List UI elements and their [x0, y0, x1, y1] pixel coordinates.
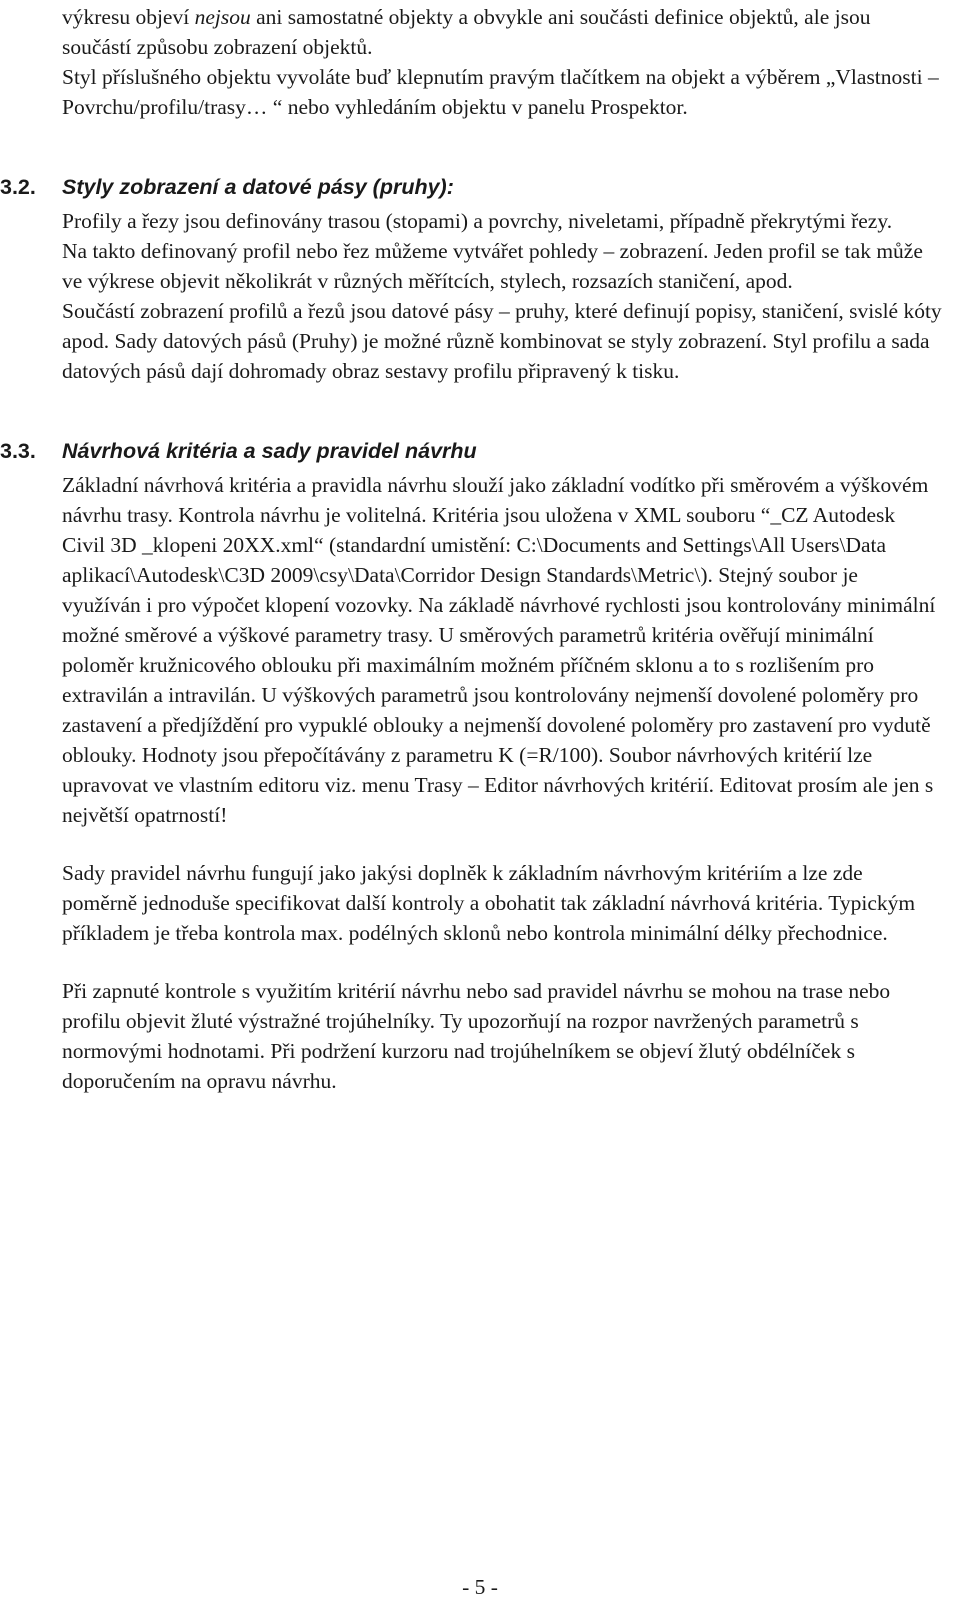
section-title: Styly zobrazení a datové pásy (pruhy):: [62, 175, 454, 199]
section-number: 3.2.: [0, 175, 36, 199]
section-3-2-paragraph-2: Na takto definovaný profil nebo řez můžeme vytvářet pohledy – zobrazení. Jeden profil se tak může ve výkrese objevit několikrát v různých měřítcích, stylech, rozsazích staničení, apod.: [62, 239, 923, 293]
section-3-2-paragraph-3: Součástí zobrazení profilů a řezů jsou datové pásy – pruhy, které definují popisy, staničení, svislé kóty apod. Sady datových pásů (Pruhy) je možné různě kombinovat se styly zobrazení. Styl profilu a sada datových pásů dají dohromady obraz sestavy profilu připravený k tisku.: [62, 299, 942, 383]
section-3-3-paragraph-1: Základní návrhová kritéria a pravidla návrhu slouží jako základní vodítko při směrovém a výškovém návrhu trasy. Kontrola návrhu je volitelná. Kritéria jsou uložena v XML souboru “_CZ Autodesk Civil 3D _klopeni 20XX.xml“ (standardní umistění: C:\Documents and Settings\All Users\Data aplikací\Autodesk\C3D 2009\csy\Data\Corridor Design Standards\Metric\). Stejný soubor je využíván i pro výpočet klopení vozovky. Na základě návrhové rychlosti jsou kontrolovány minimální možné směrové a výškové parametry trasy. U směrových parametrů kritéria ověřují minimální poloměr kružnicového oblouku při maximálním možném příčném sklonu a to s rozlišením pro extravilán a intravilán. U výškových parametrů jsou kontrolovány nejmenší dovolené poloměry pro zastavení a předjíždění pro vypuklé oblouky a nejmenší dovolené poloměry pro zastavení pro vydutě oblouky. Hodnoty jsou přepočítávány z parametru K (=R/100). Soubor návrhových kritérií lze upravovat ve vlastním editoru viz. menu Trasy – Editor návrhových kritérií. Editovat prosím ale jen s největší opatrností!: [62, 473, 936, 827]
section-number: 3.3.: [0, 439, 36, 463]
section-title: Návrhová kritéria a sady pravidel návrhu: [62, 439, 477, 463]
intro-paragraph: [62, 0, 942, 62]
intro-text-2: ani samostatné objekty a obvykle ani součásti definice objektů, ale jsou součástí způsobu zobrazení objektů.: [62, 5, 871, 59]
section-3-3-paragraph-2: Sady pravidel návrhu fungují jako jakýsi doplněk k základním návrhovým kritériím a lze zde poměrně jednoduše specifikovat další kontroly a obohatit tak základní návrhová kritéria. Typickým příkladem je třeba kontrola max. podélných sklonů nebo kontrola minimální délky přechodnice.: [62, 861, 916, 945]
section-3-3-paragraph-3: Při zapnuté kontrole s využitím kritérií návrhu nebo sad pravidel návrhu se mohou na trase nebo profilu objevit žluté výstražné trojúhelníky. Ty upozorňují na rozpor navržených parametrů s normovými hodnotami. Při podržení kurzoru nad trojúhelníkem se objeví žlutý obdélníček s doporučením na opravu návrhu.: [62, 979, 891, 1093]
section-heading-3-3: [0, 436, 942, 466]
page-number: - 5 -: [462, 1575, 498, 1599]
section-heading-3-2: [0, 172, 942, 202]
intro-italic-word: nejsou: [194, 5, 251, 29]
section-3-2-paragraph-1: Profily a řezy jsou definovány trasou (stopami) a povrchy, niveletami, případně překrytými řezy.: [62, 209, 893, 233]
intro-text-1: výkresu objeví: [62, 5, 195, 29]
intro-paragraph-2: Styl příslušného objektu vyvoláte buď klepnutím pravým tlačítkem na objekt a výběrem „Vlastnosti –Povrchu/profilu/trasy… “ nebo vyhledáním objektu v panelu Prospektor.: [62, 65, 939, 119]
